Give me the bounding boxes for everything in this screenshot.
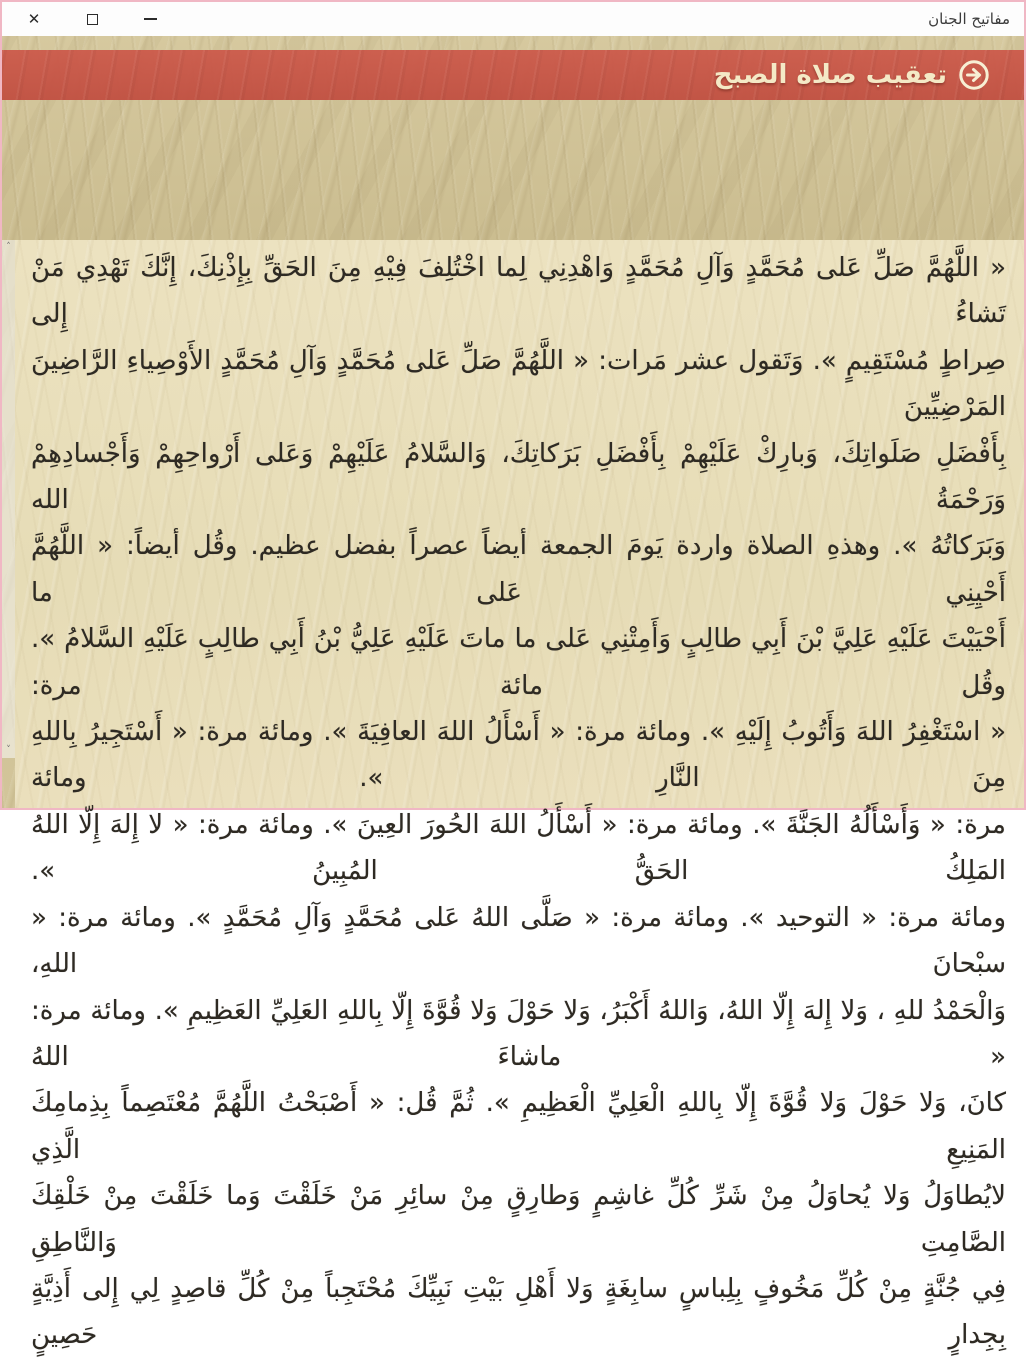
close-icon: ✕ <box>27 9 41 28</box>
arrow-right-circle-icon <box>958 59 990 91</box>
text-line: كانَ، وَلا حَوْلَ وَلا قُوَّةَ إِلّا بِاللهِ الْعَلِيِّ الْعَظِيمِ ». ثُمَّ قُل: « أَصْبَحْتُ اللَّهُمَّ مُعْتَصِماً بِذِمامِكَ المَنِيعِ الَّذِي <box>31 1088 1006 1165</box>
section-header-band <box>2 50 1024 100</box>
maximize-button[interactable] <box>84 11 100 27</box>
text-line: « اللَّهُمَّ صَلِّ عَلى مُحَمَّدٍ وَآلِ مُحَمَّدٍ وَاهْدِنِي لِما اخْتُلِفَ فِيْهِ مِنَ الحَقِّ بِإِذْنِكَ، إِنَّكَ تَهْدِي مَنْ تَشاءُ إِلى <box>31 253 1006 330</box>
titlebar <box>2 2 1024 36</box>
minimize-icon <box>144 18 157 20</box>
scroll-down-button[interactable]: ˅ <box>6 745 11 755</box>
text-line: مرة: « وَأَسْأَلُهُ الجَنَّةَ ». ومائة مرة: « أَسْأَلُ اللهَ الحُورَ العِينَ ». ومائة مرة: « لا إِلهَ إِلّا اللهُ المَلِكُ الحَقُّ المُبِينُ ». <box>31 809 1006 887</box>
text-line: فِي جُنَّةٍ مِنْ كُلِّ مَخُوفٍ بِلِباسٍ سابِغَةٍ وَلا أَهْلِ بَيْتِ نَبِيِّكَ مُحْتَجِباً مِنْ كُلِّ قاصِدٍ لِي إِلى أَذِيَّةٍ بِجِدارٍ حَصِينٍ <box>31 1273 1006 1351</box>
window-title: مفاتيح الجنان <box>928 10 1010 28</box>
close-button[interactable] <box>26 11 42 27</box>
text-line: بِأَفْضَلِ صَلَواتِكَ، وَبارِكْ عَلَيْهِمْ بِأَفْضَلِ بَرَكاتِكَ، وَالسَّلامُ عَلَيْهِمْ وَعَلى أَرْواحِهِمْ وَأَجْسادِهِمْ وَرَحْمَةُ الله <box>31 438 1006 516</box>
window-controls <box>26 11 158 27</box>
scroll-up-button[interactable]: ˄ <box>6 242 11 252</box>
maximize-icon <box>87 14 98 25</box>
text-line: « اسْتَغْفِرُ اللهَ وَأَتُوبُ إِلَيْهِ ». ومائة مرة: « أَسْأَلُ اللهَ العافِيَةَ ». ومائة مرة: « أَسْتَجِيرُ بِاللهِ مِنَ النَّارِ ». ومائة <box>31 717 1006 794</box>
text-line: أَحْيَيْتَ عَلَيْهِ عَلِيَّ بْنَ أَبِي طالِبٍ وَأَمِتْنِي عَلى ما ماتَ عَلَيْهِ عَلِيُّ بْنُ أَبِي طالِبٍ عَلَيْهِ السَّلامُ ». وقُل مائة مرة: <box>31 624 1006 701</box>
text-line: لايُطاوَلُ وَلا يُحاوَلُ مِنْ شَرِّ كُلِّ غاشِمٍ وَطارِقٍ مِنْ سائِرِ مَنْ خَلَقْتَ وَما خَلَقْتَ مِنْ خَلْقِكَ الصَّامِتِ وَالنَّاطِقِ <box>31 1181 1006 1258</box>
page-title: تعقيب صلاة الصبح <box>713 60 947 90</box>
prayer-text <box>15 240 1024 1351</box>
text-line: ومائة مرة: « التوحيد ». ومائة مرة: « صَلَّى اللهُ عَلى مُحَمَّدٍ وَآلِ مُحَمَّدٍ ». ومائة مرة: « سبْحانَ اللهِ، <box>31 902 1006 980</box>
minimize-button[interactable] <box>142 11 158 27</box>
page-background <box>2 36 1024 1351</box>
text-line: وَبَرَكاتُهُ ». وهذهِ الصلاة واردة يَومَ الجمعة أيضاً عصراً بفضل عظيم. وقُل أيضاً: « اللَّهُمَّ أَحْيِنِي عَلى ما <box>31 531 1006 608</box>
vertical-scrollbar[interactable] <box>2 240 15 758</box>
text-line: وَالْحَمْدُ للهِ ، وَلا إِلهَ إِلّا اللهُ، وَاللهُ أَكْبَرُ، وَلا حَوْلَ وَلا قُوَّةَ إِلّا بِاللهِ العَلِيِّ العَظِيمِ ». ومائة مرة: « ماشاءَ اللهُ <box>31 995 1006 1072</box>
text-line: صِراطٍ مُسْتَقِيمٍ ». وَتَقول عشر مَرات: « اللَّهُمَّ صَلِّ عَلى مُحَمَّدٍ وَآلِ مُحَمَّدٍ الأَوْصِياءِ الرَّاضِينَ المَرْضِيِّينَ <box>31 345 1006 423</box>
back-button[interactable] <box>958 59 990 91</box>
